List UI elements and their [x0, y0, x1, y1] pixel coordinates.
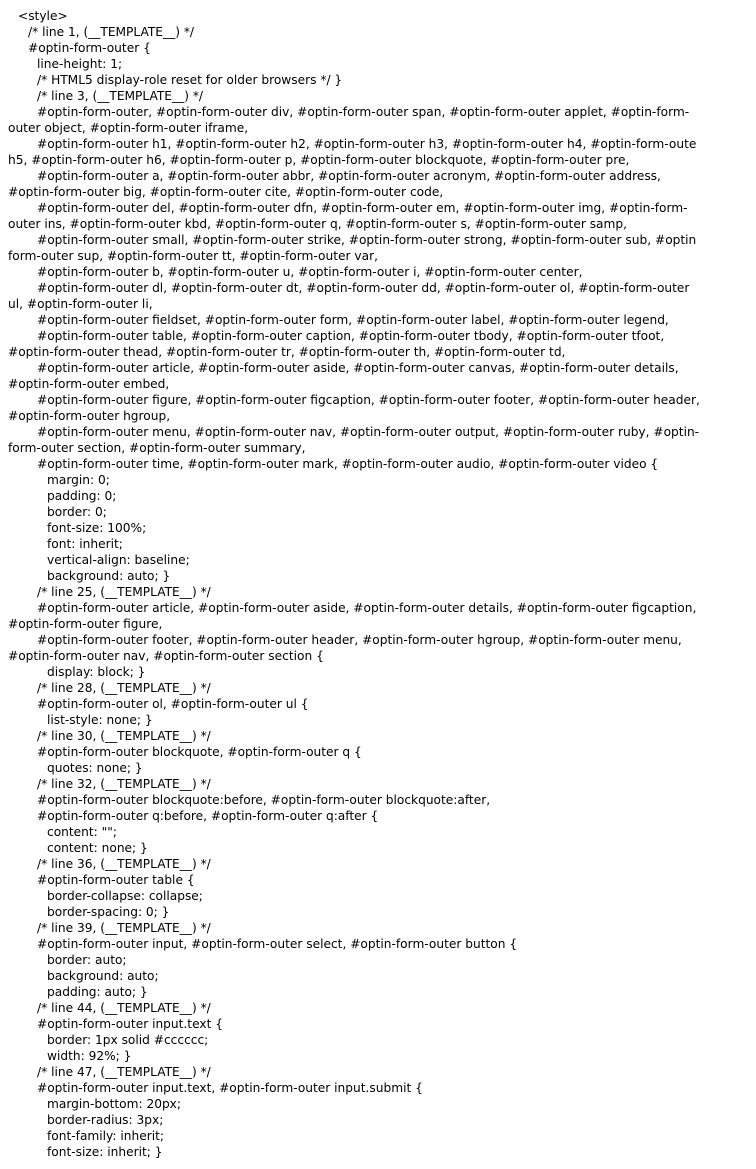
code-line: /* line 30, (__TEMPLATE__) */ [37, 729, 211, 743]
code-line: font: inherit; [47, 537, 123, 551]
code-line: background: auto; } [47, 569, 171, 583]
code-line: list-style: none; } [47, 713, 153, 727]
code-line: width: 92%; } [47, 1049, 132, 1063]
code-line: #optin-form-outer ol, #optin-form-outer ul { [37, 697, 309, 711]
code-line: content: none; } [47, 841, 148, 855]
code-line: #optin-form-outer article, #optin-form-outer aside, #optin-form-outer details, #optin-form-outer figcaption, [37, 601, 697, 615]
code-line: #optin-form-outer q:before, #optin-form-outer q:after { [37, 809, 379, 823]
code-line: #optin-form-outer input.text, #optin-form-outer input.submit { [37, 1081, 423, 1095]
code-line: #optin-form-outer b, #optin-form-outer u, #optin-form-outer i, #optin-form-outer center, [37, 265, 583, 279]
code-line: /* line 1, (__TEMPLATE__) */ [28, 25, 195, 39]
code-line: outer object, #optin-form-outer iframe, [8, 121, 249, 135]
code-line: #optin-form-outer table, #optin-form-outer caption, #optin-form-outer tbody, #optin-form-outer tfoot, [37, 329, 665, 343]
code-line: #optin-form-outer figure, [8, 617, 163, 631]
code-line: font-size: inherit; } [47, 1145, 163, 1159]
code-line: #optin-form-outer menu, #optin-form-outer nav, #optin-form-outer output, #optin-form-outer ruby, #optin- [37, 425, 700, 439]
code-line: border-radius: 3px; [47, 1113, 164, 1127]
code-line: /* line 36, (__TEMPLATE__) */ [37, 857, 211, 871]
code-line: #optin-form-outer a, #optin-form-outer abbr, #optin-form-outer acronym, #optin-form-outer address, [37, 169, 661, 183]
code-line: /* HTML5 display-role reset for older browsers */ } [37, 73, 343, 87]
code-line: /* line 28, (__TEMPLATE__) */ [37, 681, 211, 695]
code-line: #optin-form-outer dl, #optin-form-outer dt, #optin-form-outer dd, #optin-form-outer ol, #optin-form-outer [37, 281, 690, 295]
code-line: #optin-form-outer figure, #optin-form-outer figcaption, #optin-form-outer footer, #optin-form-outer header, [37, 393, 700, 407]
code-line: font-family: inherit; [47, 1129, 164, 1143]
code-line: #optin-form-outer, #optin-form-outer div, #optin-form-outer span, #optin-form-outer applet, #optin-form- [37, 105, 690, 119]
code-line: padding: auto; } [47, 985, 148, 999]
code-line: #optin-form-outer blockquote, #optin-form-outer q { [37, 745, 362, 759]
code-line: h5, #optin-form-outer h6, #optin-form-outer p, #optin-form-outer blockquote, #optin-form-outer pre, [8, 153, 630, 167]
code-line: background: auto; [47, 969, 159, 983]
code-line: form-outer sup, #optin-form-outer tt, #optin-form-outer var, [8, 249, 378, 263]
code-line: /* line 3, (__TEMPLATE__) */ [37, 89, 204, 103]
code-line: line-height: 1; [37, 57, 123, 71]
code-line: #optin-form-outer nav, #optin-form-outer section { [8, 649, 324, 663]
code-line: <style> [18, 9, 68, 23]
code-line: border: 1px solid #cccccc; [47, 1033, 209, 1047]
code-line: ul, #optin-form-outer li, [8, 297, 153, 311]
code-line: form-outer section, #optin-form-outer summary, [8, 441, 306, 455]
code-line: border: auto; [47, 953, 127, 967]
code-line: #optin-form-outer input, #optin-form-outer select, #optin-form-outer button { [37, 937, 518, 951]
code-line: #optin-form-outer input.text { [37, 1017, 223, 1031]
code-line: #optin-form-outer h1, #optin-form-outer h2, #optin-form-outer h3, #optin-form-outer h4, #optin-form-oute [37, 137, 697, 151]
code-line: #optin-form-outer time, #optin-form-outer mark, #optin-form-outer audio, #optin-form-outer video { [37, 457, 659, 471]
code-line: padding: 0; [47, 489, 117, 503]
code-line: border: 0; [47, 505, 107, 519]
code-line: font-size: 100%; [47, 521, 147, 535]
code-line: border-spacing: 0; } [47, 905, 170, 919]
code-line: margin: 0; [47, 473, 110, 487]
code-line: /* line 32, (__TEMPLATE__) */ [37, 777, 211, 791]
code-line: #optin-form-outer footer, #optin-form-outer header, #optin-form-outer hgroup, #optin-form-outer menu, [37, 633, 682, 647]
code-line: /* line 25, (__TEMPLATE__) */ [37, 585, 211, 599]
code-line: /* line 47, (__TEMPLATE__) */ [37, 1065, 211, 1079]
code-line: #optin-form-outer fieldset, #optin-form-outer form, #optin-form-outer label, #optin-form-outer legend, [37, 313, 669, 327]
code-line: content: ""; [47, 825, 117, 839]
code-line: #optin-form-outer article, #optin-form-outer aside, #optin-form-outer canvas, #optin-form-outer details, [37, 361, 679, 375]
code-line: /* line 39, (__TEMPLATE__) */ [37, 921, 211, 935]
code-document [0, 8, 756, 1160]
code-line: #optin-form-outer { [28, 41, 151, 55]
code-line: #optin-form-outer thead, #optin-form-outer tr, #optin-form-outer th, #optin-form-outer td, [8, 345, 566, 359]
code-line: #optin-form-outer del, #optin-form-outer dfn, #optin-form-outer em, #optin-form-outer img, #optin-form- [37, 201, 688, 215]
code-line: quotes: none; } [47, 761, 143, 775]
code-line: #optin-form-outer small, #optin-form-outer strike, #optin-form-outer strong, #optin-form-outer sub, #optin [37, 233, 697, 247]
code-line: vertical-align: baseline; [47, 553, 190, 567]
code-line: display: block; } [47, 665, 146, 679]
code-line: border-collapse: collapse; [47, 889, 203, 903]
code-line: #optin-form-outer table { [37, 873, 195, 887]
code-line: #optin-form-outer hgroup, [8, 409, 171, 423]
code-line: /* line 44, (__TEMPLATE__) */ [37, 1001, 211, 1015]
code-line: #optin-form-outer embed, [8, 377, 170, 391]
code-line: #optin-form-outer big, #optin-form-outer cite, #optin-form-outer code, [8, 185, 444, 199]
code-line: #optin-form-outer blockquote:before, #optin-form-outer blockquote:after, [37, 793, 491, 807]
code-line: outer ins, #optin-form-outer kbd, #optin-form-outer q, #optin-form-outer s, #optin-form-outer samp, [8, 217, 628, 231]
code-line: margin-bottom: 20px; [47, 1097, 182, 1111]
